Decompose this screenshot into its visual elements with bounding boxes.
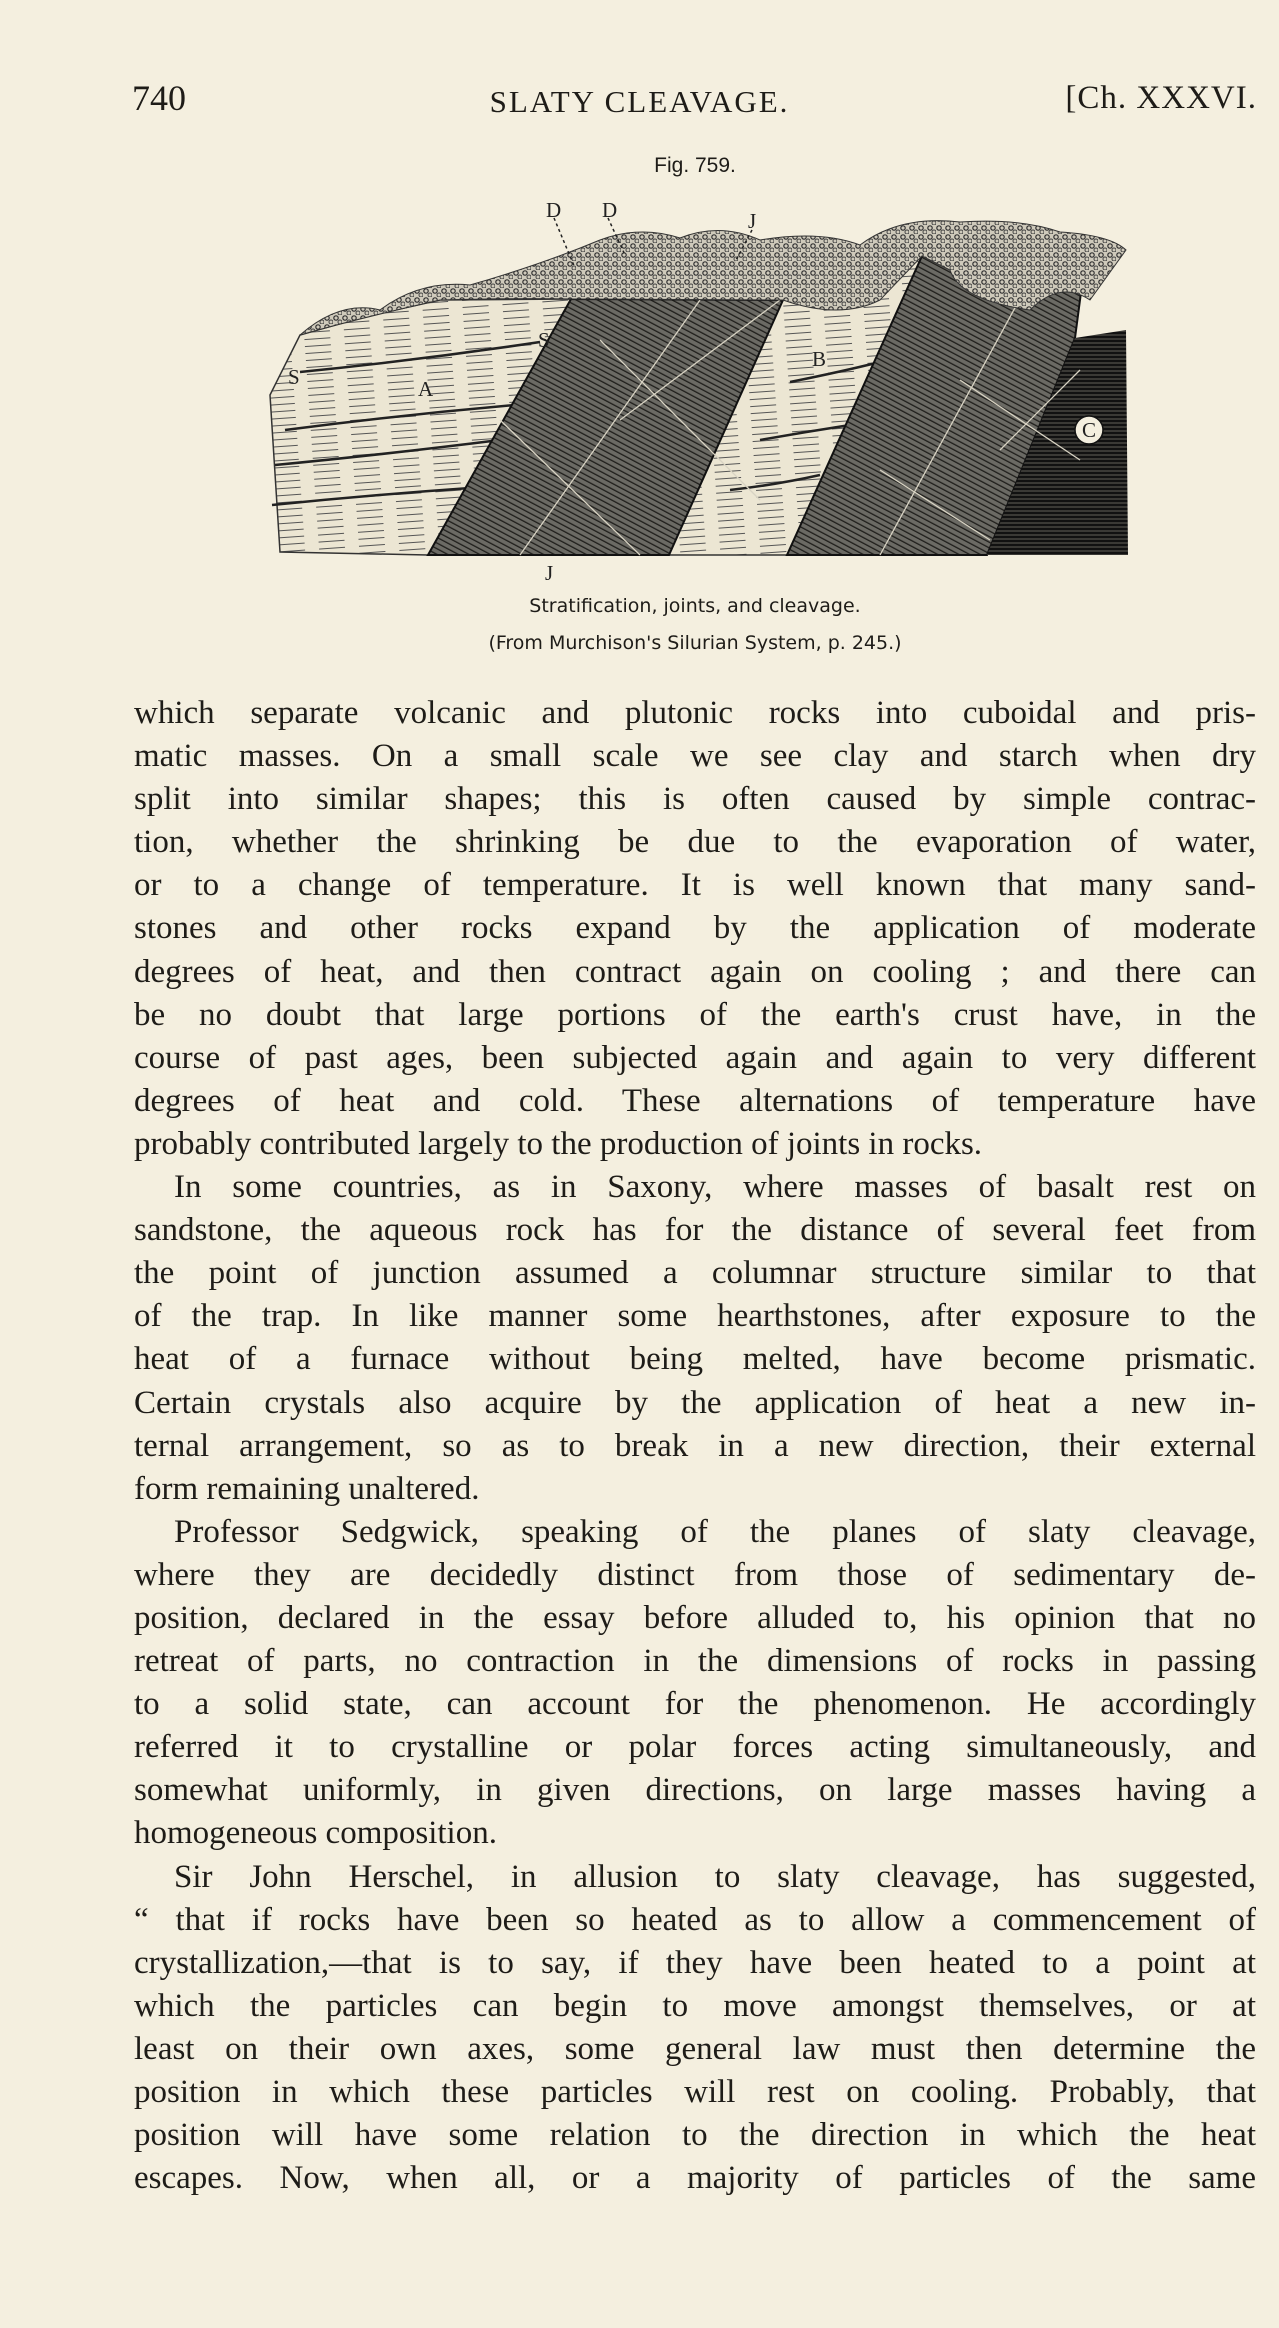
text-line: which separate volcanic and plutonic rocks into cuboidal and pris-	[134, 695, 1256, 731]
label-d-2: D	[602, 198, 618, 222]
text-line: where they are decidedly distinct from those of sedimentary de-	[134, 1556, 1256, 1593]
text-line: somewhat uniformly, in given directions, on large masses having a	[134, 1772, 1256, 1809]
text-line: escapes. Now, when all, or a majority of particles of the same	[134, 2160, 1256, 2197]
figure-source: (From Murchison's Silurian System, p. 245.)	[488, 632, 902, 654]
text-line: to a solid state, can account for the phenomenon. He accordingly	[134, 1686, 1256, 1723]
running-title: SLATY CLEAVAGE.	[489, 84, 790, 119]
text-line: position will have some relation to the direction in which the heat	[134, 2117, 1256, 2154]
label-d-1: D	[546, 198, 562, 222]
label-s-1: S	[538, 328, 550, 352]
figure-caption: Stratification, joints, and cleavage.	[529, 595, 861, 617]
figure-illustration	[0, 0, 1279, 600]
label-b: B	[812, 347, 827, 371]
text-line: degrees of heat, and then contract again on cooling ; and there can	[134, 953, 1256, 990]
text-line: sandstone, the aqueous rock has for the distance of several feet from	[134, 1212, 1256, 1249]
text-line: matic masses. On a small scale we see clay and starch when dry	[134, 738, 1256, 775]
label-c: C	[1082, 418, 1097, 442]
text-line: split into similar shapes; this is often caused by simple contrac-	[134, 781, 1256, 818]
text-line: position in which these particles will rest on cooling. Probably, that	[134, 2074, 1256, 2110]
paragraph	[134, 1511, 1256, 1856]
label-j-bottom: J	[545, 561, 554, 585]
text-line: crystallization,—that is to say, if they have been heated to a point at	[134, 1944, 1256, 1981]
text-line: Sir John Herschel, in allusion to slaty cleavage, has suggested,	[174, 1858, 1256, 1895]
text-line: which the particles can begin to move amongst themselves, or at	[134, 1987, 1256, 2024]
paragraph	[134, 692, 1256, 1166]
label-a: A	[418, 377, 434, 401]
text-line: Certain crystals also acquire by the application of heat a new in-	[134, 1384, 1256, 1421]
text-line: homogeneous composition.	[134, 1815, 497, 1852]
text-line: form remaining unaltered.	[134, 1470, 480, 1507]
page-number: 740	[132, 78, 186, 118]
text-line: Professor Sedgwick, speaking of the planes of slaty cleavage,	[174, 1513, 1256, 1550]
text-line: be no doubt that large portions of the earth's crust have, in the	[134, 996, 1256, 1033]
text-line: position, declared in the essay before alluded to, his opinion that no	[134, 1599, 1256, 1636]
text-line: tion, whether the shrinking be due to the evaporation of water,	[134, 824, 1256, 861]
text-line: the point of junction assumed a columnar structure similar to that	[134, 1255, 1256, 1292]
text-line: course of past ages, been subjected again and again to very different	[134, 1039, 1256, 1076]
text-line: stones and other rocks expand by the application of moderate	[134, 910, 1256, 947]
text-line: referred it to crystalline or polar forces acting simultaneously, and	[134, 1729, 1256, 1766]
text-line: probably contributed largely to the production of joints in rocks.	[134, 1125, 983, 1162]
text-line: retreat of parts, no contraction in the dimensions of rocks in passing	[134, 1643, 1256, 1680]
chapter-label: [Ch. XXXVI.	[1065, 80, 1257, 116]
text-line: of the trap. In like manner some hearthstones, after exposure to the	[134, 1298, 1256, 1335]
paragraph	[134, 1856, 1256, 2201]
text-line: “ that if rocks have been so heated as to allow a commencement of	[134, 1901, 1256, 1938]
text-line: least on their own axes, some general law must then determine the	[134, 2030, 1256, 2067]
text-line: degrees of heat and cold. These alternations of temperature have	[134, 1082, 1256, 1119]
paragraph	[134, 1166, 1256, 1511]
label-j-top: J	[748, 209, 757, 233]
label-s-2: S	[288, 365, 300, 389]
text-line: or to a change of temperature. It is well known that many sand-	[134, 867, 1256, 904]
body-text	[134, 692, 1256, 2200]
figure-label: Fig. 759.	[654, 154, 736, 177]
text-line: heat of a furnace without being melted, have become prismatic.	[134, 1341, 1256, 1378]
text-line: In some countries, as in Saxony, where masses of basalt rest on	[174, 1169, 1256, 1206]
text-line: ternal arrangement, so as to break in a new direction, their external	[134, 1427, 1256, 1464]
